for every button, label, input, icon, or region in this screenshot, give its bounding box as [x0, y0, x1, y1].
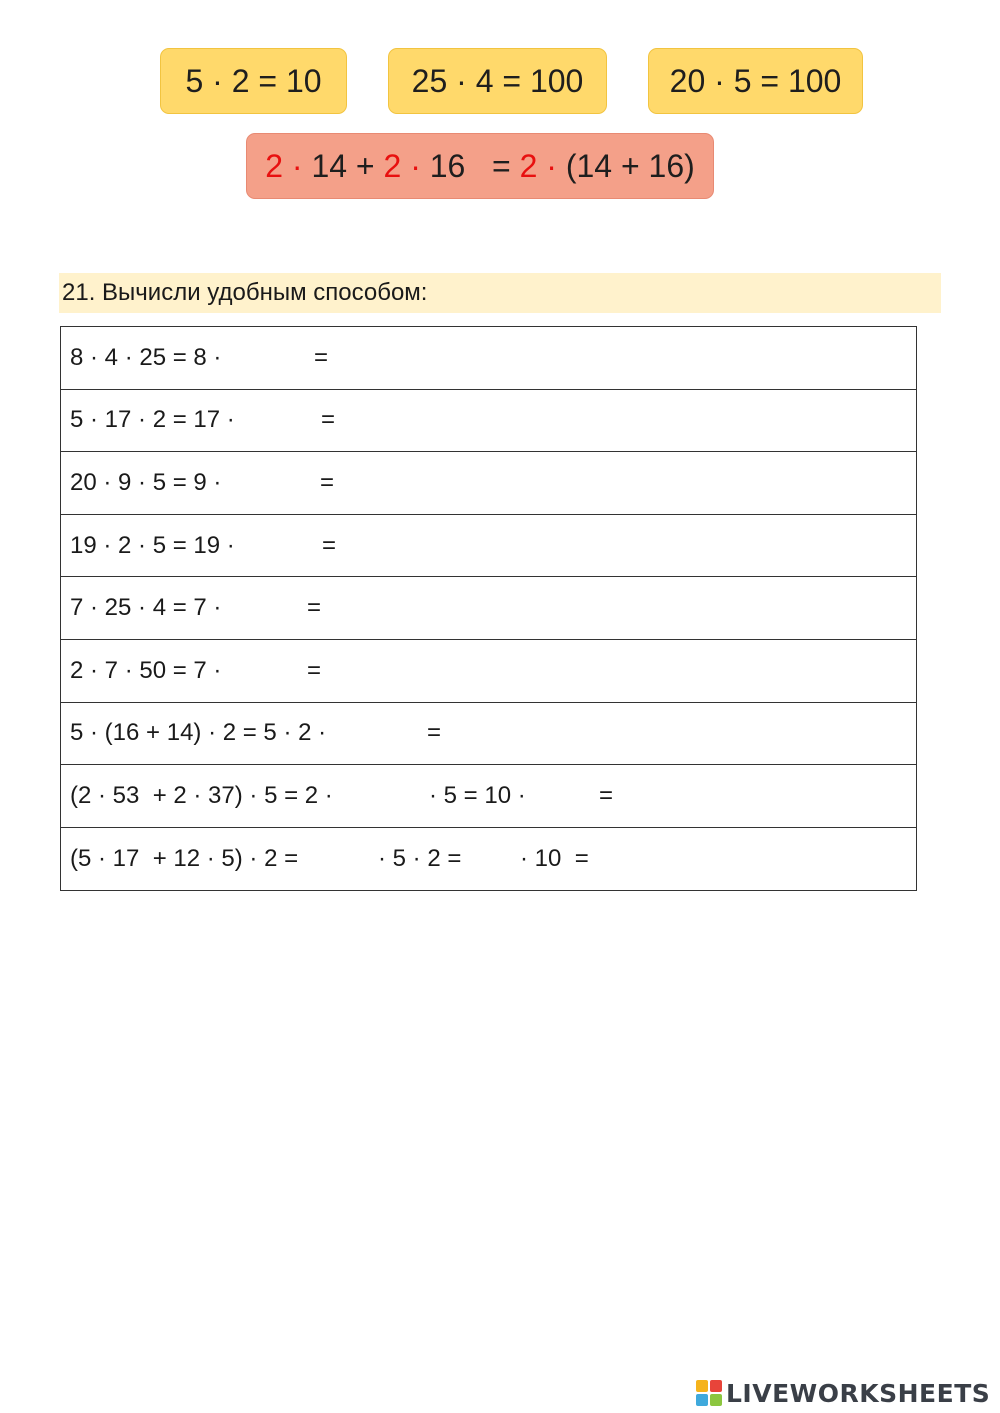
exercise-equals: =	[314, 343, 329, 371]
exercise-row-8	[61, 765, 916, 828]
rule-part: (14 + 16)	[556, 147, 695, 184]
liveworksheets-logo-icon	[696, 1380, 722, 1406]
liveworksheets-logo	[696, 1377, 990, 1409]
exercise-equals: =	[599, 781, 614, 809]
exercise-text: · 5 = 10 ·	[429, 781, 526, 809]
exercise-text: · 5 · 2 =	[378, 845, 462, 873]
exercise-text: 20 · 9 · 5 = 9 ·	[70, 468, 222, 496]
exercise-equals: =	[322, 531, 337, 559]
rule-part-common-factor: 2 ·	[265, 147, 303, 184]
exercise-text: 19 · 2 · 5 = 19 ·	[70, 531, 235, 559]
exercise-equals: =	[320, 468, 335, 496]
rule-part: 14 +	[302, 147, 384, 184]
exercise-row-9	[61, 828, 916, 891]
exercise-text: · 10 =	[520, 845, 589, 873]
exercise-row-5	[61, 577, 916, 640]
exercise-row-1	[61, 327, 916, 390]
hint-box-3: 20 · 5 = 100	[648, 48, 863, 114]
rule-part-common-factor: 2 ·	[383, 147, 421, 184]
exercise-row-7	[61, 703, 916, 766]
exercise-text: 5 · (16 + 14) · 2 = 5 · 2 ·	[70, 719, 327, 747]
exercise-row-3	[61, 452, 916, 515]
exercise-text: 7 · 25 · 4 = 7 ·	[70, 594, 222, 622]
exercise-row-4	[61, 515, 916, 578]
exercise-equals: =	[321, 406, 336, 434]
exercise-text: 2 · 7 · 50 = 7 ·	[70, 656, 222, 684]
exercise-equals: =	[427, 719, 442, 747]
exercise-text: 8 · 4 · 25 = 8 ·	[70, 343, 222, 371]
exercise-row-6	[61, 640, 916, 703]
task-title: 21. Вычисли удобным способом:	[59, 273, 941, 313]
exercise-row-2	[61, 390, 916, 453]
liveworksheets-logo-text: LIVEWORKSHEETS	[726, 1378, 991, 1408]
distributive-rule-box	[246, 133, 714, 199]
exercise-equals: =	[307, 656, 322, 684]
rule-part-common-factor: 2 ·	[519, 147, 557, 184]
exercise-text: 5 · 17 · 2 = 17 ·	[70, 406, 235, 434]
exercise-table	[60, 326, 917, 891]
exercise-text: (2 · 53 + 2 · 37) · 5 = 2 ·	[70, 781, 333, 809]
hint-box-2: 25 · 4 = 100	[388, 48, 607, 114]
rule-part: 16 =	[420, 147, 520, 184]
hint-box-1: 5 · 2 = 10	[160, 48, 347, 114]
exercise-equals: =	[307, 594, 322, 622]
exercise-text: (5 · 17 + 12 · 5) · 2 =	[70, 845, 299, 873]
